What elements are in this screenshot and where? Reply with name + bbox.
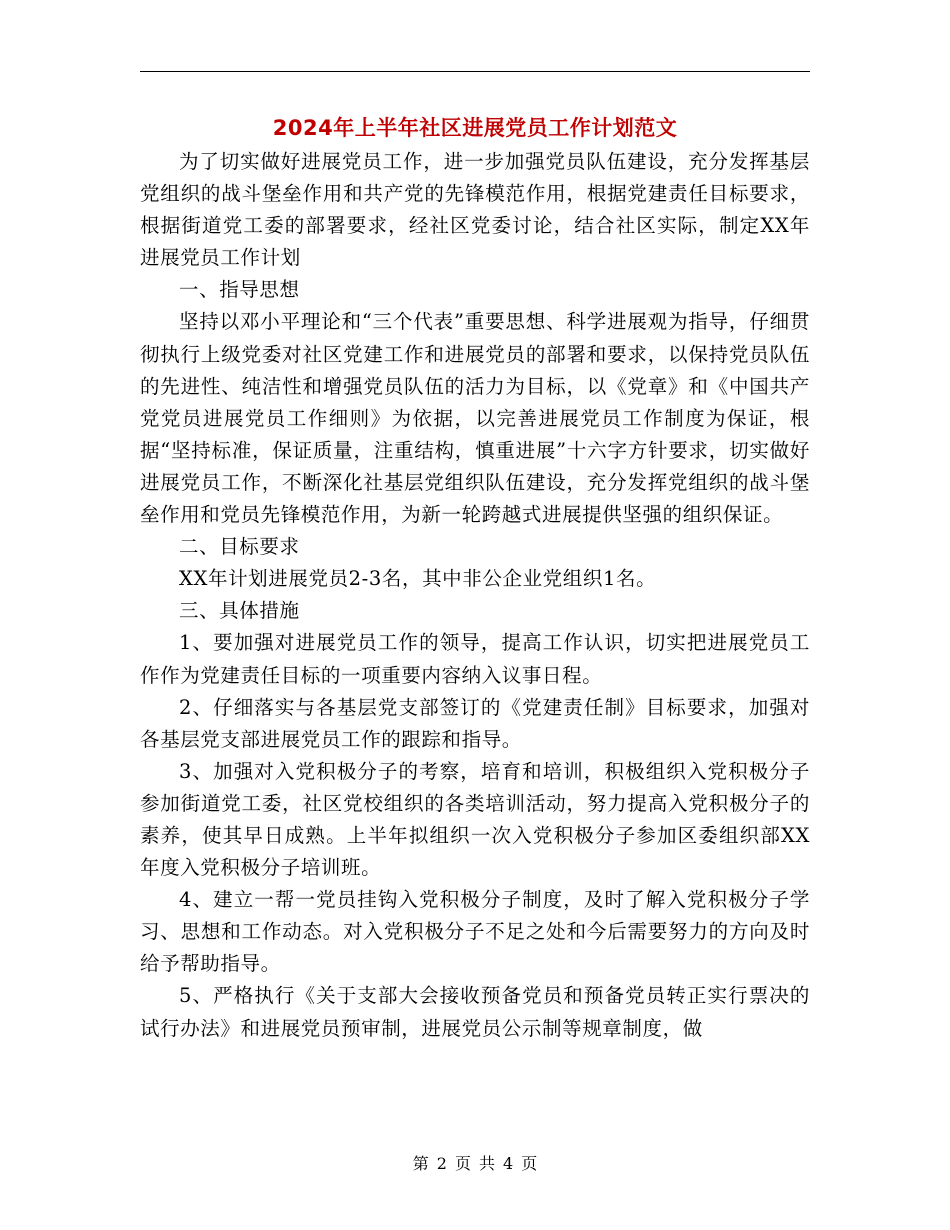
paragraph-intro: 为了切实做好进展党员工作，进一步加强党员队伍建设，充分发挥基层党组织的战斗堡垒作用和共产党的先锋模范作用，根据党建责任目标要求，根据街道党工委的部署要求，经社区党委讨论，结合社区实际，制定XX年进展党员工作计划 (140, 150, 810, 270)
footer-total-pages: 4 (503, 1154, 514, 1173)
measure-item-2: 2、仔细落实与各基层党支部签订的《党建责任制》目标要求，加强对各基层党支部进展党员工作的跟踪和指导。 (140, 695, 810, 751)
measure-item-4: 4、建立一帮一党员挂钩入党积极分子制度，及时了解入党积极分子学习、思想和工作动态。对入党积极分子不足之处和今后需要努力的方向及时给予帮助指导。 (140, 888, 810, 976)
paragraph-goals: XX年计划进展党员2-3名，其中非公企业党组织1名。 (179, 567, 657, 591)
footer-suffix: 页 (521, 1154, 538, 1173)
section-heading-measures: 三、具体措施 (179, 599, 300, 623)
footer-total-word: 共 (479, 1154, 496, 1173)
measure-item-3: 3、加强对入党积极分子的考察，培育和培训，积极组织入党积极分子参加街道党工委，社区党校组织的各类培训活动，努力提高入党积极分子的素养，使其早日成熟。上半年拟组织一次入党积极分子参加区委组织部XX年度入党积极分子培训班。 (140, 759, 810, 880)
section-heading-goals: 二、目标要求 (179, 535, 300, 559)
footer-prefix: 第 (412, 1154, 429, 1173)
section-heading-guiding-thought: 一、指导思想 (179, 278, 300, 302)
footer-page-number: 2 (436, 1154, 447, 1173)
footer-page-word: 页 (454, 1154, 471, 1173)
document-body (140, 146, 810, 1045)
paragraph-guiding-thought: 坚持以邓小平理论和“三个代表”重要思想、科学进展观为指导，仔细贯彻执行上级党委对社区党建工作和进展党员的部署和要求，以保持党员队伍的先进性、纯洁性和增强党员队伍的活力为目标，以《党章》和《中国共产党党员进展党员工作细则》为依据，以完善进展党员工作制度为保证，根据“坚持标准，保证质量，注重结构，慎重进展”十六字方针要求，切实做好进展党员工作，不断深化社基层党组织队伍建设，充分发挥党组织的战斗堡垒作用和党员先锋模范作用，为新一轮跨越式进展提供坚强的组织保证。 (140, 310, 810, 527)
measure-item-5: 5、严格执行《关于支部大会接收预备党员和预备党员转正实行票决的试行办法》和进展党员预审制，进展党员公示制等规章制度，做 (140, 984, 810, 1040)
measure-item-1: 1、要加强对进展党员工作的领导，提高工作认识，切实把进展党员工作作为党建责任目标的一项重要内容纳入议事日程。 (140, 631, 810, 687)
header-rule (140, 71, 810, 72)
page-footer (0, 1152, 950, 1176)
document-title: 2024年上半年社区进展党员工作计划范文 (272, 116, 678, 140)
